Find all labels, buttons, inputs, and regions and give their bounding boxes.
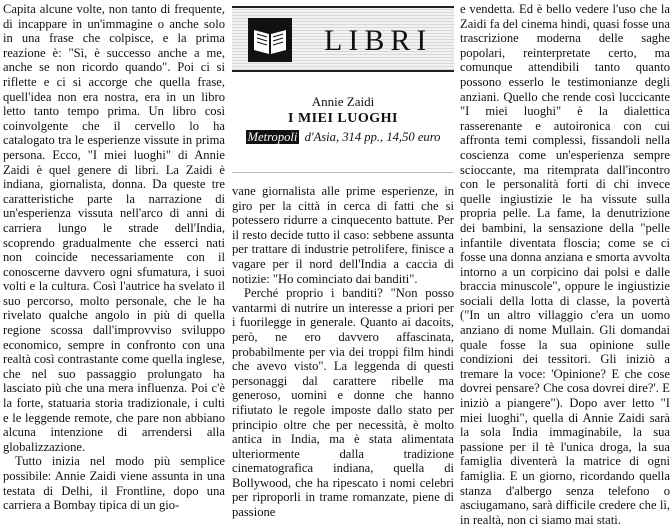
book-title: I MIEI LUOGHI	[288, 111, 398, 126]
book-info	[232, 129, 454, 145]
book-details: d'Asia, 314 pp., 14,50 euro	[301, 130, 441, 144]
divider	[232, 172, 454, 173]
article-paragraph: Capita alcune volte, non tanto di frequente, di incappare in un'immagine o anche solo in una frase che colpisce, e la prima reazione è: "Sì, è successo anche a me, anche se non ricordo quando". Poi ci si riflette e ci si accorge che quella frase, quell'idea non era nostra, era in un libro letto tanto tempo prima. Un libro così coinvolgente che il cervello lo ha catalogato tra le esperienze vissute in prima persona. Ecco, "I miei luoghi" di Annie Zaidi è quel genere di libri. La Zaidi è indiana, giornalista, donna. Da queste tre caratteristiche parte la narrazione di un'esperienza vissuta nell'arco di anni di carriera lungo le strade dell'India, scoprendo gradualmente che esserci nati non coincide necessariamente con il conoscerne davvero ogni sfumatura, i suoi volti e la cultura. Così l'autrice ha svelato il suo percorso, molto personale, che le ha rivelato qualche angolo in più di quella regione scossa dall'improvviso sviluppo economico, sempre in confronto con una realtà così contrastante come quella inglese, che nel suo passaggio prolungato ha lasciato più che una mera influenza. Poi c'è la forte, statuaria storia tradizionale, i culti e le leggende remote, che pare non abbiano alcuna intenzione di arrendersi alla globalizzazione.	[3, 2, 225, 454]
article-paragraph: vane giornalista alle prime esperienze, in giro per la città in cerca di fatti che si potessero ridurre a cinquecento battute. Per il resto decide tutto il caso: sebbene assunta per trattare di industrie petrolifere, finisce a vagare per il nord dell'India a caccia di notizie: "Ho cominciato dai banditi".	[232, 184, 454, 286]
book-publisher: Metropoli	[247, 130, 298, 144]
section-header	[232, 0, 454, 76]
article-paragraph: Tutto inizia nel modo più semplice possibile: Annie Zaidi viene assunta in una testata di Delhi, il Frontline, dopo una carriera a Bombay tipica di un gio-	[3, 454, 225, 513]
book-author: Annie Zaidi	[311, 94, 375, 109]
section-banner	[232, 6, 454, 72]
article-paragraph: Perché proprio i banditi? "Non posso vantarmi di nutrire un interesse a priori per i fuorilegge in generale. Quanto ai dacoits, però, ne ero davvero affascinata, probabilmente per via dei troppi film hindi che avevo visto". La leggenda di questi personaggi dal carattere ribelle ma generoso, uomini e donne che hanno rifiutato le regole imposte dallo stato per principio oltre che per necessità, è molto antica in India, ma è stata alimentata ulteriormente dalla tradizione cinematografica indiana, quella di Bollywood, che ha ripescato i nomi celebri per riproporli in trame romanzate, piene di passione	[232, 286, 454, 520]
article-column-1	[3, 2, 225, 513]
article-column-2	[232, 184, 454, 520]
section-title: LIBRI	[324, 24, 433, 57]
article-column-3	[460, 2, 670, 527]
article-paragraph: e vendetta. Ed è bello vedere l'uso che la Zaidi fa del cinema hindi, quasi fosse una trascrizione moderna delle saghe popolari, reinterpretate certo, ma comunque attendibili tanto quanto possono esserlo le testimonianze degli anziani. Quello che rende così luccicante "I miei luoghi" è la dialettica rasserenante e autoironica con cui affronta temi complessi, fissandoli nella coscienza come un'esperienza sempre scioccante, ma ritemprata dall'incontro con le personalità forti di chi invece quelle ingiustizie le ha vissute sulla propria pelle. La fame, la denutrizione dei bambini, la sensazione della "pelle infantile diventata floscia; come se ci fosse una donna anziana e smorta avvolta intorno a un corpicino dai polsi e dalle braccia minuscole", oppure le ingiustizie sociali della lotta di classe, la povertà ("In un altro villaggio c'era un uomo anziano di nome Mullain. Gli domandai quale fosse la sua opinione sulle condizioni dei tessitori. Gli iniziò a tremare la voce: 'Opinione? E che cose dovrei pensare? Che cosa dovrei dire?'. E iniziò a piangere"). Dopo aver letto "I miei luoghi", quella di Annie Zaidi sarà la sola India immaginabile, la sua passione per il tè l'unica droga, la sua famiglia diventerà la matrice di ogni famiglia. E un giorno, ricordando quella stanza d'albergo senza telefono o asciugamano, sarà difficile credere che lì, in realtà, non ci siamo mai stati.	[460, 2, 670, 527]
book-icon	[248, 18, 292, 62]
